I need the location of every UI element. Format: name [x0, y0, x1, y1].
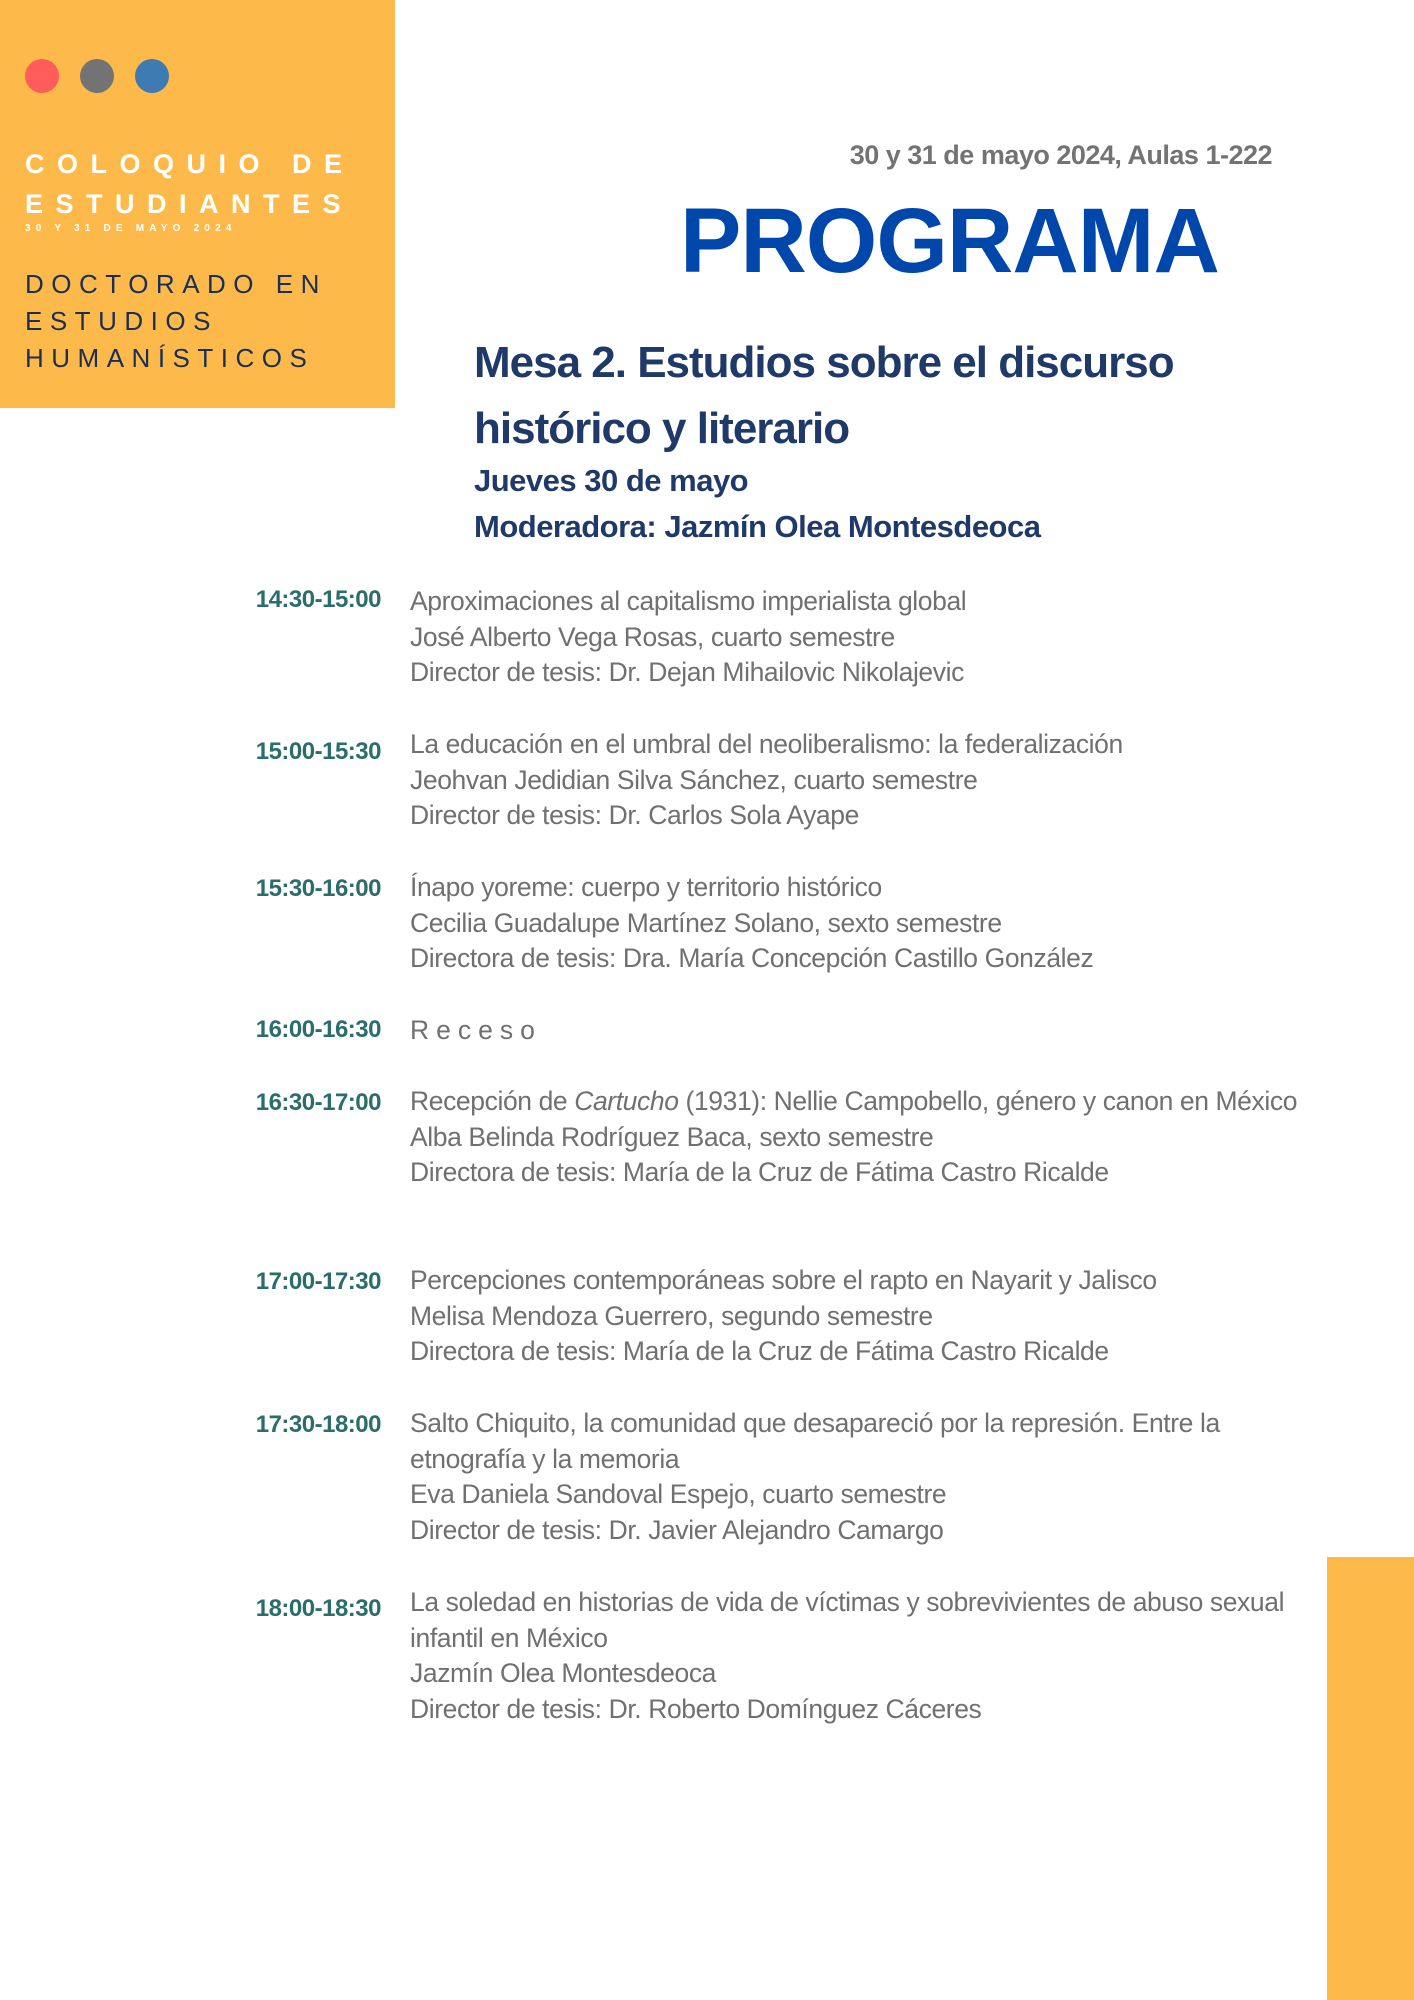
decorative-side-bar	[1327, 1557, 1414, 2000]
talk-details	[410, 1084, 1305, 1191]
talk-details	[410, 1406, 1305, 1549]
advisor: Directora de tesis: María de la Cruz de Fátima Castro Ricalde	[410, 1336, 1109, 1367]
time-slot: 14:30-15:00	[255, 586, 381, 613]
time-slot: 15:30-16:00	[255, 875, 381, 902]
event-title-line-1: COLOQUIO DE	[25, 149, 355, 179]
talk-details	[410, 584, 1305, 691]
talk-title	[410, 1084, 1305, 1120]
presenter: Cecilia Guadalupe Martínez Solano, sexto semestre	[410, 907, 1002, 938]
time-slot: 18:00-18:30	[255, 1595, 381, 1622]
advisor: Directora de tesis: María de la Cruz de Fátima Castro Ricalde	[410, 1157, 1109, 1188]
advisor: Director de tesis: Dr. Roberto Domínguez Cáceres	[410, 1694, 982, 1725]
talk-details	[410, 1585, 1305, 1728]
session-title: Mesa 2. Estudios sobre el discurso histórico y literario	[474, 338, 1174, 453]
time-slot: 16:30-17:00	[255, 1089, 381, 1116]
talk-title: Percepciones contemporáneas sobre el rapto en Nayarit y Jalisco	[410, 1265, 1157, 1295]
presenter: Eva Daniela Sandoval Espejo, cuarto semestre	[410, 1479, 947, 1510]
page-title: PROGRAMA	[680, 190, 1219, 292]
advisor: Director de tesis: Dr. Carlos Sola Ayape	[410, 800, 859, 831]
advisor: Directora de tesis: Dra. María Concepción Castillo González	[410, 943, 1094, 974]
talk-details	[410, 870, 1305, 977]
blue-dot-icon	[135, 59, 169, 93]
session-moderator: Moderadora: Jazmín Olea Montesdeoca	[474, 509, 1041, 544]
advisor: Director de tesis: Dr. Javier Alejandro Camargo	[410, 1515, 944, 1546]
gray-dot-icon	[80, 59, 114, 93]
time-slot: 17:00-17:30	[255, 1268, 381, 1295]
program-name-line-1: DOCTORADO EN	[25, 269, 327, 299]
talk-title: Salto Chiquito, la comunidad que desapareció por la represión. Entre la etnografía y la memoria	[410, 1408, 1220, 1474]
presenter: José Alberto Vega Rosas, cuarto semestre	[410, 621, 895, 652]
talk-title-prefix: Recepción de	[410, 1086, 575, 1116]
presenter: Alba Belinda Rodríguez Baca, sexto semestre	[410, 1121, 934, 1152]
event-title-line-2: ESTUDIANTES	[25, 189, 354, 219]
talk-title: Aproximaciones al capitalismo imperialista global	[410, 586, 967, 616]
talk-details	[410, 1263, 1305, 1370]
talk-title: La soledad en historias de vida de víctimas y sobrevivientes de abuso sexual infantil en México	[410, 1587, 1285, 1653]
program-name-line-2: ESTUDIOS	[25, 306, 218, 336]
break-label: Receso	[410, 1015, 542, 1045]
time-slot: 17:30-18:00	[255, 1411, 381, 1438]
talk-title-suffix: (1931): Nellie Campobello, género y canon en México	[678, 1086, 1298, 1116]
session-day: Jueves 30 de mayo	[474, 463, 749, 498]
program-name-line-3: HUMANÍSTICOS	[25, 343, 315, 373]
red-dot-icon	[25, 59, 59, 93]
event-dates: 30 Y 31 DE MAYO 2024	[25, 223, 237, 234]
date-location: 30 y 31 de mayo 2024, Aulas 1-222	[849, 140, 1272, 170]
decorative-dots	[25, 59, 169, 93]
program-name	[25, 266, 327, 377]
advisor: Director de tesis: Dr. Dejan Mihailovic Nikolajevic	[410, 657, 964, 688]
talk-details	[410, 727, 1305, 834]
presenter: Jeohvan Jedidian Silva Sánchez, cuarto semestre	[410, 764, 978, 795]
talk-title: Ínapo yoreme: cuerpo y territorio histórico	[410, 872, 882, 902]
event-branding-panel	[0, 0, 395, 408]
talk-title: La educación en el umbral del neoliberalismo: la federalización	[410, 729, 1123, 759]
time-slot: 15:00-15:30	[255, 738, 381, 765]
time-slot: 16:00-16:30	[255, 1016, 381, 1043]
talk-title-italic: Cartucho	[574, 1086, 679, 1116]
event-title	[25, 144, 355, 224]
presenter: Jazmín Olea Montesdeoca	[410, 1658, 717, 1689]
presenter: Melisa Mendoza Guerrero, segundo semestre	[410, 1300, 933, 1331]
